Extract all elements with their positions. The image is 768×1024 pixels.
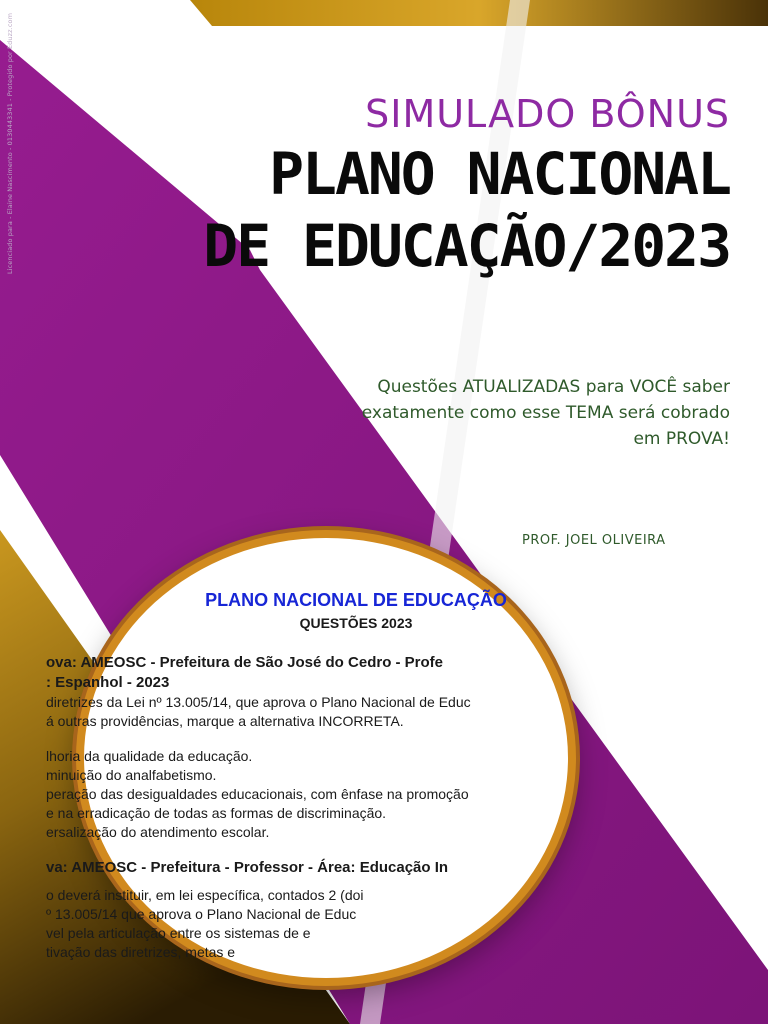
q1-text-line1: diretrizes da Lei nº 13.005/14, que aprova o Plano Nacional de Educ — [46, 694, 471, 710]
q1-header-line1: ova: AMEOSC - Prefeitura de São José do Cedro - Profe — [46, 654, 444, 671]
cover-tagline — [260, 374, 730, 452]
cover-title-block — [203, 92, 730, 280]
cover-kicker: SIMULADO BÔNUS — [365, 92, 730, 136]
tagline-line1: Questões ATUALIZADAS para VOCÊ saber — [377, 377, 730, 397]
license-watermark: Licenciado para - Elaine Nascimento - 0130443341 - Protegido por Eduzz.com — [6, 12, 14, 274]
q2-text-line2: º 13.005/14 que aprova o Plano Nacional de Educ — [46, 906, 357, 922]
q1-option2: minuição do analfabetismo. — [46, 767, 217, 783]
preview-doc-title: PLANO NACIONAL DE EDUCAÇÃO — [205, 590, 507, 610]
cover-title-line2: DE EDUCAÇÃO/2023 — [203, 212, 730, 280]
document-preview-content — [46, 590, 566, 962]
q1-option1: lhoria da qualidade da educação. — [46, 748, 253, 764]
cover-title-line1: PLANO NACIONAL — [269, 140, 730, 208]
q1-option3-line1: peração das desigualdades educacionais, com ênfase na promoção — [46, 786, 469, 802]
q2-text-line4: tivação das diretrizes, metas e — [46, 944, 236, 960]
gold-top-stripe — [190, 0, 768, 26]
q2-text-line3: vel pela articulação entre os sistemas de e — [46, 925, 311, 941]
preview-doc-subtitle: QUESTÕES 2023 — [299, 615, 413, 631]
author-name: PROF. JOEL OLIVEIRA — [522, 533, 666, 548]
q2-header: va: AMEOSC - Prefeitura - Professor - Área: Educação In — [46, 859, 449, 876]
q1-option3-line2: e na erradicação de todas as formas de discriminação. — [46, 805, 387, 821]
document-preview-lens — [46, 530, 576, 986]
tagline-line2: exatamente como esse TEMA será cobrado — [361, 403, 730, 423]
q1-header-line2: : Espanhol - 2023 — [46, 674, 170, 691]
q2-text-line1: o deverá instituir, em lei específica, contados 2 (doi — [46, 887, 364, 903]
q1-option4: ersalização do atendimento escolar. — [46, 824, 270, 840]
tagline-line3: em PROVA! — [633, 429, 730, 449]
q1-text-line2: á outras providências, marque a alternativa INCORRETA. — [46, 713, 404, 729]
